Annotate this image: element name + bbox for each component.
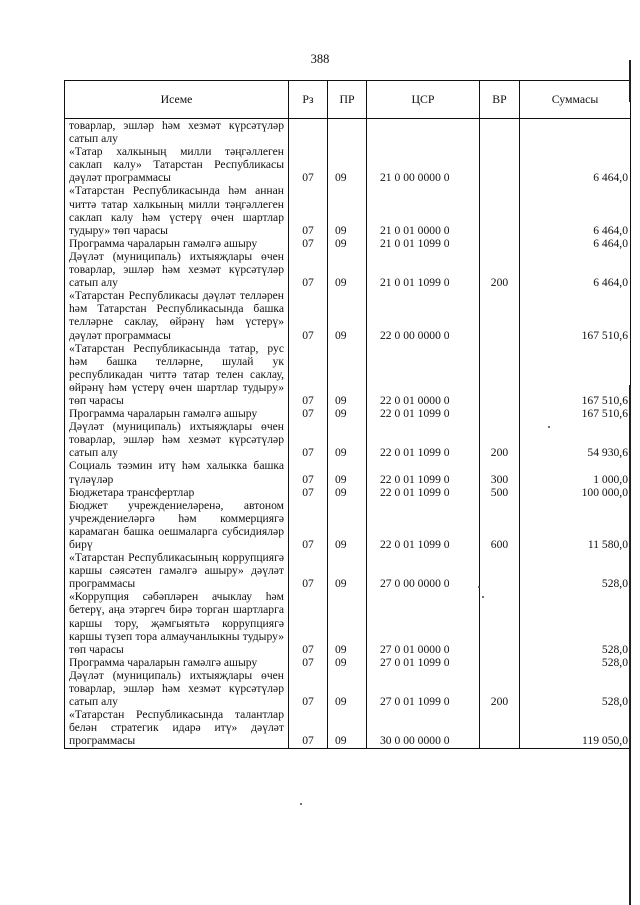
table-row	[65, 590, 631, 655]
cell-sum: 100 000,0	[520, 486, 631, 499]
table-row	[65, 420, 631, 459]
cell-csr: 27 0 01 0000 0	[367, 590, 480, 655]
cell-vr: 200	[480, 669, 520, 708]
cell-vr	[480, 590, 520, 655]
cell-name: «Татарстан Республикасы дәүләт телләрен һәм Татарстан Республикасында башка телләрне саклау, өйрәнү һәм үстерү» дәүләт программасы	[65, 289, 289, 341]
cell-vr	[480, 184, 520, 236]
cell-name: «Коррупция сәбәпләрен ачыклау һәм бетерү, аңа этәргеч бирә торган шартларга каршы тору, җәмгыятьтә коррупциягә каршы түзеп тора алмаучанлыкны тудыру» төп чарасы	[65, 590, 289, 655]
table-body	[65, 119, 631, 749]
cell-vr: 600	[480, 499, 520, 551]
cell-pr: 09	[328, 420, 367, 459]
cell-rz: 07	[289, 459, 328, 485]
cell-vr	[480, 656, 520, 669]
cell-csr: 27 0 00 0000 0	[367, 551, 480, 590]
cell-name: товарлар, эшләр һәм хезмәт күрсәтүләр сатып алу	[65, 119, 289, 146]
table-row	[65, 237, 631, 250]
cell-csr: 22 0 01 1099 0	[367, 499, 480, 551]
header-vr: ВР	[480, 81, 520, 119]
table-row	[65, 289, 631, 341]
cell-csr: 22 0 01 1099 0	[367, 459, 480, 485]
cell-pr: 09	[328, 499, 367, 551]
scan-edge-mark	[629, 385, 631, 905]
cell-rz: 07	[289, 499, 328, 551]
cell-sum: 11 580,0	[520, 499, 631, 551]
table-row	[65, 119, 631, 146]
cell-vr	[480, 708, 520, 748]
table-row	[65, 499, 631, 551]
header-row	[65, 81, 631, 119]
cell-rz: 07	[289, 342, 328, 407]
cell-csr: 22 0 01 1099 0	[367, 407, 480, 420]
cell-name: Бюджет учреждениеләренә, автоном учреждениеләргә һәм коммерциягә карамаган башка оешмаларга субсидияләр бирү	[65, 499, 289, 551]
cell-rz: 07	[289, 145, 328, 184]
cell-sum: 54 930,6	[520, 420, 631, 459]
cell-pr: 09	[328, 184, 367, 236]
cell-rz: 07	[289, 551, 328, 590]
table-row	[65, 669, 631, 708]
table-header	[65, 81, 631, 119]
cell-csr: 22 0 01 1099 0	[367, 420, 480, 459]
cell-rz: 07	[289, 708, 328, 748]
cell-rz	[289, 119, 328, 146]
cell-name: Дәүләт (муниципаль) ихтыяҗлары өчен товарлар, эшләр һәм хезмәт күрсәтүләр сатып алу	[65, 250, 289, 289]
cell-pr: 09	[328, 289, 367, 341]
cell-csr: 21 0 01 1099 0	[367, 237, 480, 250]
cell-pr: 09	[328, 342, 367, 407]
cell-rz: 07	[289, 486, 328, 499]
cell-vr	[480, 119, 520, 146]
table-row	[65, 656, 631, 669]
cell-csr: 30 0 00 0000 0	[367, 708, 480, 748]
cell-rz: 07	[289, 420, 328, 459]
cell-vr	[480, 551, 520, 590]
cell-sum: 6 464,0	[520, 184, 631, 236]
cell-vr: 200	[480, 420, 520, 459]
cell-pr: 09	[328, 407, 367, 420]
cell-vr: 200	[480, 250, 520, 289]
cell-sum: 528,0	[520, 590, 631, 655]
cell-pr	[328, 119, 367, 146]
cell-pr: 09	[328, 708, 367, 748]
table-row	[65, 551, 631, 590]
cell-sum: 167 510,6	[520, 342, 631, 407]
table-row	[65, 407, 631, 420]
budget-table	[64, 80, 631, 749]
cell-name: Бюджетара трансфертлар	[65, 486, 289, 499]
table-row	[65, 342, 631, 407]
cell-vr	[480, 289, 520, 341]
cell-sum: 6 464,0	[520, 145, 631, 184]
header-rz: Рз	[289, 81, 328, 119]
cell-csr: 22 0 01 0000 0	[367, 342, 480, 407]
table-row	[65, 486, 631, 499]
cell-rz: 07	[289, 407, 328, 420]
table-row	[65, 459, 631, 485]
cell-name: Программа чараларын гамәлгә ашыру	[65, 656, 289, 669]
cell-pr: 09	[328, 250, 367, 289]
cell-pr: 09	[328, 237, 367, 250]
cell-vr	[480, 407, 520, 420]
cell-pr: 09	[328, 459, 367, 485]
cell-pr: 09	[328, 486, 367, 499]
cell-csr: 22 0 01 1099 0	[367, 486, 480, 499]
scan-speck	[478, 586, 480, 588]
cell-rz: 07	[289, 590, 328, 655]
cell-name: Программа чараларын гамәлгә ашыру	[65, 407, 289, 420]
cell-name: «Татарстан Республикасында татар, рус һәм башка телләрне, шулай ук республикадан читтә татар телен саклау, өйрәнү һәм үстерү өчен шартлар тудыру» төп чарасы	[65, 342, 289, 407]
cell-sum: 528,0	[520, 551, 631, 590]
cell-vr	[480, 342, 520, 407]
cell-pr: 09	[328, 656, 367, 669]
cell-name: Программа чараларын гамәлгә ашыру	[65, 237, 289, 250]
cell-csr: 21 0 01 0000 0	[367, 184, 480, 236]
cell-csr	[367, 119, 480, 146]
cell-name: «Татарстан Республикасында талантлар белән стратегик идарә итү» дәүләт программасы	[65, 708, 289, 748]
scan-speck	[482, 596, 484, 598]
table-row	[65, 184, 631, 236]
table-row	[65, 145, 631, 184]
header-sum: Суммасы	[520, 81, 631, 119]
cell-sum: 1 000,0	[520, 459, 631, 485]
cell-sum: 119 050,0	[520, 708, 631, 748]
cell-vr: 300	[480, 459, 520, 485]
cell-name: Социаль тәэмин итү һәм халыкка башка түләүләр	[65, 459, 289, 485]
cell-name: «Татарстан Республикасының коррупциягә каршы сәясәтен гамәлгә ашыру» дәүләт программасы	[65, 551, 289, 590]
cell-rz: 07	[289, 184, 328, 236]
cell-pr: 09	[328, 551, 367, 590]
page-number: 388	[310, 52, 330, 66]
cell-sum: 6 464,0	[520, 237, 631, 250]
header-name: Исеме	[65, 81, 289, 119]
cell-name: «Татарстан Республикасында һәм аннан читтә татар халкының милли тәңгәллеген саклап калу һәм үстерү өчен шартлар тудыру» төп чарасы	[65, 184, 289, 236]
scan-edge-mark	[629, 60, 631, 102]
cell-vr	[480, 145, 520, 184]
cell-name: «Татар халкының милли тәңгәллеген саклап калу» Татарстан Республикасы дәүләт программасы	[65, 145, 289, 184]
cell-sum: 528,0	[520, 669, 631, 708]
cell-csr: 21 0 00 0000 0	[367, 145, 480, 184]
cell-csr: 27 0 01 1099 0	[367, 669, 480, 708]
cell-rz: 07	[289, 656, 328, 669]
cell-vr	[480, 237, 520, 250]
cell-rz: 07	[289, 669, 328, 708]
cell-sum: 6 464,0	[520, 250, 631, 289]
table-row	[65, 250, 631, 289]
cell-sum	[520, 119, 631, 146]
cell-sum: 167 510,6	[520, 289, 631, 341]
cell-name: Дәүләт (муниципаль) ихтыяҗлары өчен товарлар, эшләр һәм хезмәт күрсәтүләр сатып алу	[65, 420, 289, 459]
cell-pr: 09	[328, 145, 367, 184]
cell-rz: 07	[289, 250, 328, 289]
header-pr: ПР	[328, 81, 367, 119]
cell-csr: 27 0 01 1099 0	[367, 656, 480, 669]
cell-name: Дәүләт (муниципаль) ихтыяҗлары өчен товарлар, эшләр һәм хезмәт күрсәтүләр сатып алу	[65, 669, 289, 708]
table-row	[65, 708, 631, 748]
header-csr: ЦСР	[367, 81, 480, 119]
cell-sum: 528,0	[520, 656, 631, 669]
scan-speck	[548, 426, 550, 428]
cell-rz: 07	[289, 289, 328, 341]
cell-vr: 500	[480, 486, 520, 499]
cell-pr: 09	[328, 669, 367, 708]
cell-sum: 167 510,6	[520, 407, 631, 420]
cell-csr: 22 0 00 0000 0	[367, 289, 480, 341]
cell-pr: 09	[328, 590, 367, 655]
scan-speck	[300, 803, 302, 805]
cell-rz: 07	[289, 237, 328, 250]
cell-csr: 21 0 01 1099 0	[367, 250, 480, 289]
